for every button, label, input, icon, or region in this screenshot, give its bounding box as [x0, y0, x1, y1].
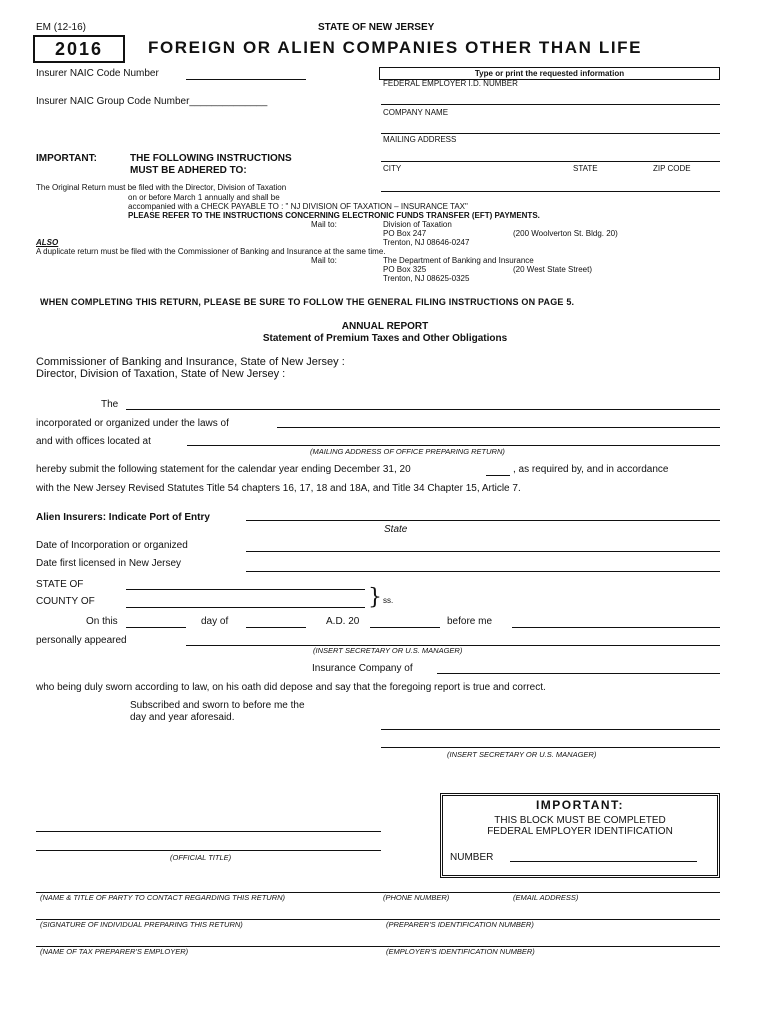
- subscribed-line1: Subscribed and sworn to before me the: [130, 700, 305, 711]
- subscribed-line2: day and year aforesaid.: [130, 712, 235, 723]
- day-field[interactable]: [126, 614, 186, 628]
- state-of-label: STATE OF: [36, 579, 84, 590]
- important-line1: THE FOLLOWING INSTRUCTIONS: [130, 153, 292, 164]
- day-of-label: day of: [201, 616, 229, 627]
- before-me-label: before me: [447, 616, 493, 627]
- taxation-address-line2: PO Box 247: [383, 229, 427, 238]
- hereby-submit-text: hereby submit the following statement for the calendar year ending December 31, 20: [36, 464, 411, 475]
- before-me-field[interactable]: [512, 614, 720, 628]
- addressee-commissioner: Commissioner of Banking and Insurance, State of New Jersey :: [36, 356, 345, 368]
- mailing-address-caption: (MAILING ADDRESS OF OFFICE PREPARING RETURN): [310, 447, 505, 456]
- offices-address-field[interactable]: [187, 432, 720, 446]
- banking-street: (20 West State Street): [513, 265, 592, 274]
- employer-id-caption: (EMPLOYER'S IDENTIFICATION NUMBER): [386, 947, 535, 956]
- offices-label: and with offices located at: [36, 436, 151, 447]
- also-label: ALSO: [36, 238, 59, 247]
- naic-code-field[interactable]: [186, 66, 306, 80]
- zip-label: ZIP CODE: [653, 164, 691, 173]
- personally-appeared-label: personally appeared: [36, 635, 127, 646]
- official-title-field[interactable]: [36, 837, 381, 851]
- preparer-signature-caption: (SIGNATURE OF INDIVIDUAL PREPARING THIS RETURN): [40, 920, 243, 929]
- state-caption: State: [384, 524, 408, 535]
- naic-code-label: Insurer NAIC Code Number: [36, 68, 159, 79]
- secretary-caption: (INSERT SECRETARY OR U.S. MANAGER): [313, 646, 463, 655]
- mailing-address-field[interactable]: [381, 148, 720, 162]
- state-of-field[interactable]: [126, 576, 365, 590]
- duplicate-return-note: A duplicate return must be filed with the Commissioner of Banking and Insurance at the same time.: [36, 247, 386, 256]
- taxation-address-line1: Division of Taxation: [383, 220, 452, 229]
- taxation-street: (200 Woolverton St. Bldg. 20): [513, 229, 618, 238]
- preparer-employer-caption: (NAME OF TAX PREPARER'S EMPLOYER): [40, 947, 189, 956]
- as-required-text: , as required by, and in accordance: [513, 464, 669, 475]
- email-caption: (EMAIL ADDRESS): [513, 893, 579, 902]
- date-licensed-field[interactable]: [246, 558, 720, 572]
- report-subtitle: Statement of Premium Taxes and Other Obligations: [262, 333, 508, 344]
- secretary-signature-field[interactable]: [381, 734, 720, 748]
- instruction-line1: The Original Return must be filed with the Director, Division of Taxation: [36, 183, 287, 192]
- important-label: IMPORTANT:: [36, 153, 97, 164]
- instruction-line2: on or before March 1 annually and shall be: [128, 193, 280, 202]
- instruction-line3: accompanied with a CHECK PAYABLE TO : " NJ DIVISION OF TAXATION – INSURANCE TAX": [128, 202, 468, 211]
- statutes-text: with the New Jersey Revised Statutes Title 54 chapters 16, 17, 18 and 18A, and Title 34 Chapter 15, Article 7.: [36, 483, 521, 494]
- form-code: EM (12-16): [36, 22, 87, 33]
- date-incorporation-field[interactable]: [246, 538, 720, 552]
- mail-to-label-1: Mail to:: [311, 220, 337, 229]
- mail-to-label-2: Mail to:: [311, 256, 337, 265]
- tax-year-box: 2016: [33, 35, 125, 63]
- notary-signature-field[interactable]: [381, 716, 720, 730]
- employer-row-field[interactable]: [36, 933, 720, 947]
- ss-label: ss.: [383, 596, 394, 605]
- month-field[interactable]: [246, 614, 306, 628]
- state-heading: STATE OF NEW JERSEY: [318, 22, 435, 33]
- taxation-address-line3: Trenton, NJ 08646-0247: [383, 238, 470, 247]
- secretary-caption-2: (INSERT SECRETARY OR U.S. MANAGER): [447, 750, 597, 759]
- company-name-label: COMPANY NAME: [383, 108, 449, 117]
- phone-caption: (PHONE NUMBER): [383, 893, 450, 902]
- important-block-line2: FEDERAL EMPLOYER IDENTIFICATION: [487, 826, 673, 837]
- county-of-label: COUNTY OF: [36, 596, 95, 607]
- ad-year-field[interactable]: [370, 614, 440, 628]
- important-line2: MUST BE ADHERED TO:: [130, 165, 247, 176]
- city-state-zip-field[interactable]: [381, 178, 720, 192]
- ss-brace: }: [368, 585, 382, 610]
- incorporated-label: incorporated or organized under the laws of: [36, 418, 229, 429]
- the-label: The: [101, 399, 119, 410]
- official-title-caption: (OFFICIAL TITLE): [170, 853, 232, 862]
- naic-group-label: Insurer NAIC Group Code Number______________: [36, 96, 268, 107]
- secretary-name-field[interactable]: [186, 632, 720, 646]
- banking-address-line3: Trenton, NJ 08625-0325: [383, 274, 470, 283]
- contact-row-field[interactable]: [36, 879, 720, 893]
- addressee-director: Director, Division of Taxation, State of New Jersey :: [36, 368, 286, 380]
- on-this-label: On this: [86, 616, 118, 627]
- eft-notice: PLEASE REFER TO THE INSTRUCTIONS CONCERNING ELECTRONIC FUNDS TRANSFER (EFT) PAYMENTS.: [128, 211, 540, 220]
- general-filing-note: WHEN COMPLETING THIS RETURN, PLEASE BE SURE TO FOLLOW THE GENERAL FILING INSTRUCTIONS ON PAGE 5.: [40, 297, 575, 307]
- fein-number-field[interactable]: [510, 848, 697, 862]
- fein-label: FEDERAL EMPLOYER I.D. NUMBER: [383, 79, 518, 88]
- important-block-line1: THIS BLOCK MUST BE COMPLETED: [494, 815, 666, 826]
- important-block-title: IMPORTANT:: [535, 798, 625, 812]
- insurance-company-field[interactable]: [437, 660, 720, 674]
- alien-port-label: Alien Insurers: Indicate Port of Entry: [36, 512, 210, 523]
- city-label: CITY: [383, 164, 402, 173]
- banking-address-line1: The Department of Banking and Insurance: [383, 256, 534, 265]
- naic-group-field[interactable]: [216, 94, 306, 108]
- county-of-field[interactable]: [126, 594, 365, 608]
- mailing-address-label: MAILING ADDRESS: [383, 135, 457, 144]
- contact-name-caption: (NAME & TITLE OF PARTY TO CONTACT REGARDING THIS RETURN): [40, 893, 286, 902]
- official-signature-field[interactable]: [36, 818, 381, 832]
- date-incorporation-label: Date of Incorporation or organized: [36, 540, 188, 551]
- calendar-year-field[interactable]: [486, 462, 510, 476]
- important-block-number-label: NUMBER: [450, 852, 494, 863]
- company-name-body-field[interactable]: [126, 396, 720, 410]
- sworn-statement: who being duly sworn according to law, on his oath did depose and say that the foregoing report is true and correct.: [36, 682, 546, 693]
- company-name-field[interactable]: [381, 120, 720, 134]
- incorporated-laws-field[interactable]: [277, 414, 720, 428]
- banking-address-line2: PO Box 325: [383, 265, 427, 274]
- date-licensed-label: Date first licensed in New Jersey: [36, 558, 182, 569]
- insurance-company-label: Insurance Company of: [312, 663, 413, 674]
- ad-label: A.D. 20: [326, 616, 360, 627]
- fein-field[interactable]: [381, 91, 720, 105]
- type-print-notice: Type or print the requested information: [379, 67, 720, 80]
- preparer-row-field[interactable]: [36, 906, 720, 920]
- state-label: STATE: [573, 164, 598, 173]
- preparer-id-caption: (PREPARER'S IDENTIFICATION NUMBER): [386, 920, 534, 929]
- port-of-entry-field[interactable]: [246, 507, 720, 521]
- report-title: ANNUAL REPORT: [341, 321, 429, 332]
- form-title: FOREIGN OR ALIEN COMPANIES OTHER THAN LIFE: [148, 38, 643, 57]
